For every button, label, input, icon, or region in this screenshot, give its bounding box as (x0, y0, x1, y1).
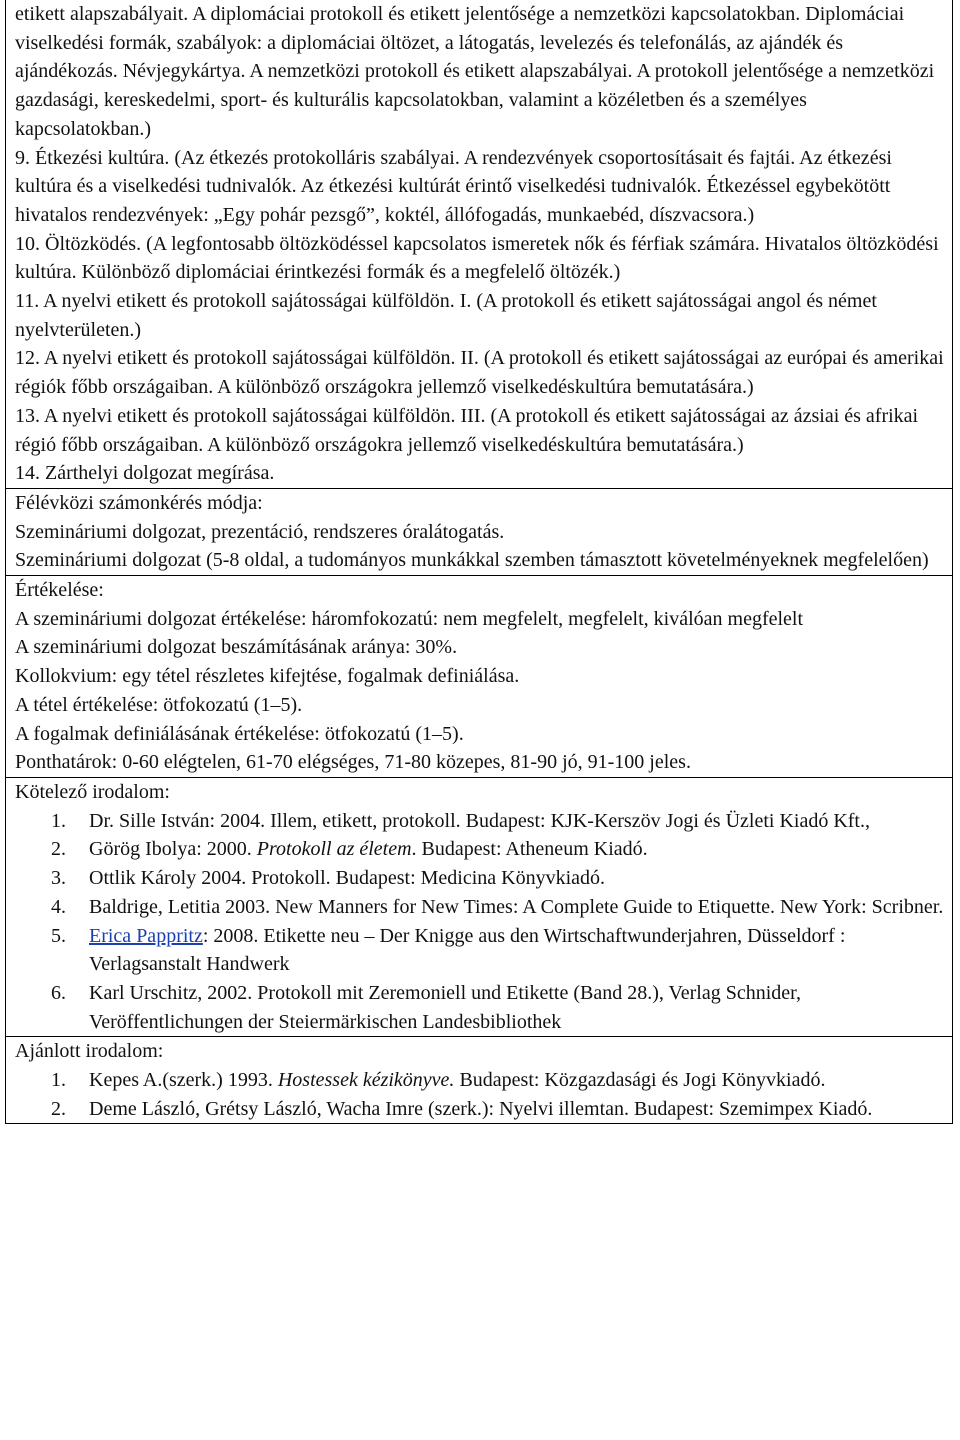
evaluation-line-4: A tétel értékelése: ötfokozatú (1–5). (15, 693, 303, 716)
topic-10: 10. Öltözködés. (A legfontosabb öltözködéssel kapcsolatos ismeretek nők és férfiak számára. Hivatalos öltözködési kultúra. Különböző diplomáciai érintkezési formák és a megfelelő öltözék.) (15, 232, 939, 284)
assessment-line-1: Szemináriumi dolgozat, prezentáció, rendszeres óralátogatás. (15, 520, 505, 543)
required-reading-heading: Kötelező irodalom: (15, 780, 170, 803)
recommended-reading-heading: Ajánlott irodalom: (15, 1040, 164, 1063)
reference-title: Protokoll az életem (256, 838, 412, 861)
list-item (15, 893, 944, 922)
recommended-reading-cell (6, 1036, 952, 1123)
required-reading-cell (6, 777, 952, 1036)
reference-text: Deme László, Grétsy László, Wacha Imre (szerk.): Nyelvi illemtan. Budapest: Szemimpex Kiadó. (89, 1097, 873, 1120)
list-item (15, 1095, 944, 1124)
recommended-reading-list (15, 1066, 944, 1123)
assessment-line-2: Szemináriumi dolgozat (5-8 oldal, a tudományos munkákkal szemben támasztott követelményeknek megfelelően) (15, 549, 929, 572)
list-number: 6. (51, 981, 66, 1004)
list-number: 1. (51, 1069, 66, 1092)
list-number: 5. (51, 924, 66, 947)
evaluation-line-5: A fogalmak definiálásának értékelése: ötfokozatú (1–5). (15, 722, 464, 745)
list-number: 4. (51, 895, 66, 918)
list-item (15, 835, 944, 864)
topics-cell (6, 0, 952, 488)
syllabus-table (5, 0, 953, 1124)
reference-author: Görög Ibolya: 2000. (89, 838, 257, 861)
reference-publisher: . Budapest: Atheneum Kiadó. (411, 838, 648, 861)
list-item (15, 979, 944, 1036)
topic-11: 11. A nyelvi etikett és protokoll sajátosságai külföldön. I. (A protokoll és etikett sajátosságai angol és német nyelvterületen.) (15, 290, 877, 341)
list-item (15, 1066, 944, 1095)
topic-12: 12. A nyelvi etikett és protokoll sajátosságai külföldön. II. (A protokoll és etikett sajátosságai az európai és amerikai régiók főbb országaiban. A különböző országokra jellemző viselkedéskultúra bemutatására.) (15, 347, 944, 399)
reference-author: Kepes A.(szerk.) 1993. (89, 1069, 278, 1092)
topic-13: 13. A nyelvi etikett és protokoll sajátosságai külföldön. III. (A protokoll és etikett sajátosságai az ázsiai és afrikai régió főbb országaiban. A különböző országokra jellemző viselkedéskultúra bemutatására.) (15, 404, 919, 456)
list-number: 2. (51, 838, 66, 861)
list-item (15, 922, 944, 979)
reference-text: Baldrige, Letitia 2003. New Manners for New Times: A Complete Guide to Etiquette. New York: Scribner. (89, 895, 944, 918)
topic-paragraph-8-cont: etikett alapszabályait. A diplomáciai protokoll és etikett jelentősége a nemzetközi kapcsolatokban. Diplomáciai viselkedési formák, szabályok: a diplomáciai öltözet, a látogatás, levelezés és telefonálás, az ajándék és ajándékozás. Névjegykártya. A nemzetközi protokoll és etikett alapszabályai. A protokoll jelentősége a nemzetközi gazdasági, kereskedelmi, sport- és kulturális kapcsolatokban, valamint a közéletben és a személyes kapcsolatokban.) (15, 3, 935, 140)
reference-publisher: Budapest: Közgazdasági és Jogi Könyvkiadó. (454, 1069, 826, 1092)
topic-9: 9. Étkezési kultúra. (Az étkezés protokolláris szabályai. A rendezvények csoportosításait és fajtái. Az étkezési kultúra és a viselkedési tudnivalók. Az étkezési kultúrát érintő viselkedési tudnivalók. Étkezéssel egybekötött hivatalos rendezvények: „Egy pohár pezsgő”, koktél, állófogadás, munkaebéd, díszvacsora.) (15, 146, 892, 226)
list-item (15, 864, 944, 893)
evaluation-cell (6, 575, 952, 777)
required-reading-list (15, 807, 944, 1037)
reference-text: Ottlik Károly 2004. Protokoll. Budapest: Medicina Könyvkiadó. (89, 867, 606, 890)
reference-text: Dr. Sille István: 2004. Illem, etikett, protokoll. Budapest: KJK-Kerszöv Jogi és Üzleti Kiadó Kft., (89, 809, 870, 832)
reference-text: Karl Urschitz, 2002. Protokoll mit Zeremoniell und Etikette (Band 28.), Verlag Schnider, Veröffentlichungen der Steiermärkischen Landesbibliothek (89, 981, 802, 1033)
evaluation-line-3: Kollokvium: egy tétel részletes kifejtése, fogalmak definiálása. (15, 665, 520, 688)
evaluation-line-1: A szemináriumi dolgozat értékelése: háromfokozatú: nem megfelelt, megfelelt, kiválóan megfelelt (15, 607, 804, 630)
evaluation-line-6: Ponthatárok: 0-60 elégtelen, 61-70 elégséges, 71-80 közepes, 81-90 jó, 91-100 jeles. (15, 751, 691, 774)
assessment-heading: Félévközi számonkérés módja: (15, 491, 263, 514)
assessment-cell (6, 488, 952, 575)
evaluation-heading: Értékelése: (15, 579, 104, 602)
reference-text: : 2008. Etikette neu – Der Knigge aus den Wirtschaftwunderjahren, Düsseldorf : Verlagsanstalt Handwerk (89, 924, 846, 976)
evaluation-line-2: A szemináriumi dolgozat beszámításának aránya: 30%. (15, 636, 458, 659)
topic-14: 14. Zárthelyi dolgozat megírása. (15, 462, 275, 485)
list-number: 1. (51, 809, 66, 832)
list-number: 2. (51, 1097, 66, 1120)
author-link[interactable]: Erica Pappritz (89, 924, 203, 947)
reference-title: Hostessek kézikönyve. (277, 1069, 455, 1092)
list-item (15, 807, 944, 836)
list-number: 3. (51, 867, 66, 890)
